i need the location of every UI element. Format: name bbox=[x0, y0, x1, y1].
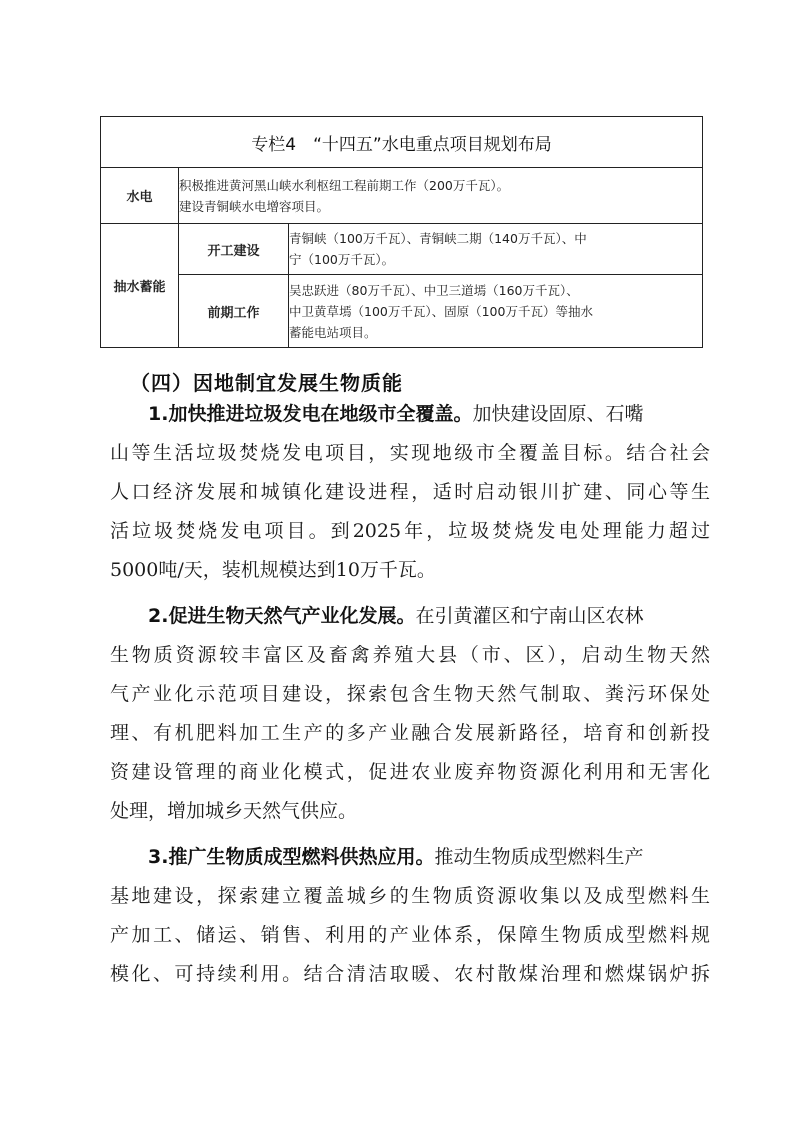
preliminary-work-content bbox=[289, 275, 703, 348]
paragraph-line bbox=[110, 395, 710, 434]
paragraph-3 bbox=[110, 838, 710, 994]
preliminary-work-line: 中卫黄草墕（100万千瓦）、固原（100万千瓦）等抽水 bbox=[289, 303, 593, 319]
paragraph-text: 在引黄灌区和宁南山区农林 bbox=[415, 605, 644, 627]
section-heading: （四）因地制宜发展生物质能 bbox=[130, 371, 403, 395]
paragraph-line: 活垃圾焚烧发电项目。到2025年，垃圾焚烧发电处理能力超过 bbox=[110, 520, 710, 542]
table-title: 专栏4 “十四五”水电重点项目规划布局 bbox=[101, 117, 703, 168]
paragraph-line: 生物质资源较丰富区及畜禽养殖大县（市、区），启动生物天然 bbox=[110, 644, 710, 666]
category-hydropower: 水电 bbox=[101, 168, 179, 224]
paragraph-text: 推动生物质成型燃料生产 bbox=[434, 846, 644, 868]
paragraph-1 bbox=[110, 395, 710, 590]
paragraph-line: 基地建设，探索建立覆盖城乡的生物质资源收集以及成型燃料生 bbox=[110, 885, 710, 907]
paragraph-lead: 2.促进生物天然气产业化发展。 bbox=[148, 605, 416, 627]
paragraph-line: 气产业化示范项目建设，探索包含生物天然气制取、粪污环保处 bbox=[110, 683, 710, 705]
start-construction-line: 宁（100万千瓦）。 bbox=[289, 252, 395, 267]
paragraph-line: 5000吨/天，装机规模达到10万千瓦。 bbox=[110, 559, 436, 581]
start-construction-line: 青铜峡（100万千瓦）、青铜峡二期（140万千瓦）、中 bbox=[289, 231, 587, 246]
paragraph-2 bbox=[110, 597, 710, 831]
hydropower-line: 建设青铜峡水电增容项目。 bbox=[179, 198, 330, 214]
subcategory-start-construction: 开工建设 bbox=[179, 224, 289, 275]
paragraph-line bbox=[110, 838, 710, 877]
paragraph-line: 山等生活垃圾焚烧发电项目，实现地级市全覆盖目标。结合社会 bbox=[110, 442, 710, 464]
paragraph-line: 理、有机肥料加工生产的多产业融合发展新路径，培育和创新投 bbox=[110, 722, 710, 744]
paragraph-text: 加快建设固原、石嘴 bbox=[472, 403, 644, 425]
paragraph-line: 资建设管理的商业化模式，促进农业废弃物资源化利用和无害化 bbox=[110, 761, 710, 783]
paragraph-lead: 3.推广生物质成型燃料供热应用。 bbox=[148, 846, 435, 868]
preliminary-work-line: 蓄能电站项目。 bbox=[289, 324, 377, 340]
subcategory-preliminary-work: 前期工作 bbox=[179, 275, 289, 348]
paragraph-line: 模化、可持续利用。结合清洁取暖、农村散煤治理和燃煤锅炉拆 bbox=[110, 963, 710, 985]
paragraph-lead: 1.加快推进垃圾发电在地级市全覆盖。 bbox=[148, 403, 473, 425]
paragraph-line: 人口经济发展和城镇化建设进程，适时启动银川扩建、同心等生 bbox=[110, 481, 710, 503]
paragraph-line bbox=[110, 597, 710, 636]
paragraph-line: 处理，增加城乡天然气供应。 bbox=[110, 800, 358, 822]
hydropower-content bbox=[179, 168, 703, 224]
preliminary-work-line: 吴忠跃进（80万千瓦）、中卫三道墕（160万千瓦）、 bbox=[289, 282, 579, 298]
category-pumped-storage: 抽水蓄能 bbox=[101, 224, 179, 348]
hydropower-line: 积极推进黄河黑山峡水利枢纽工程前期工作（200万千瓦）。 bbox=[179, 177, 510, 193]
paragraph-line: 产加工、储运、销售、利用的产业体系，保障生物质成型燃料规 bbox=[110, 924, 710, 946]
project-layout-table bbox=[100, 116, 703, 348]
start-construction-content bbox=[289, 224, 703, 275]
